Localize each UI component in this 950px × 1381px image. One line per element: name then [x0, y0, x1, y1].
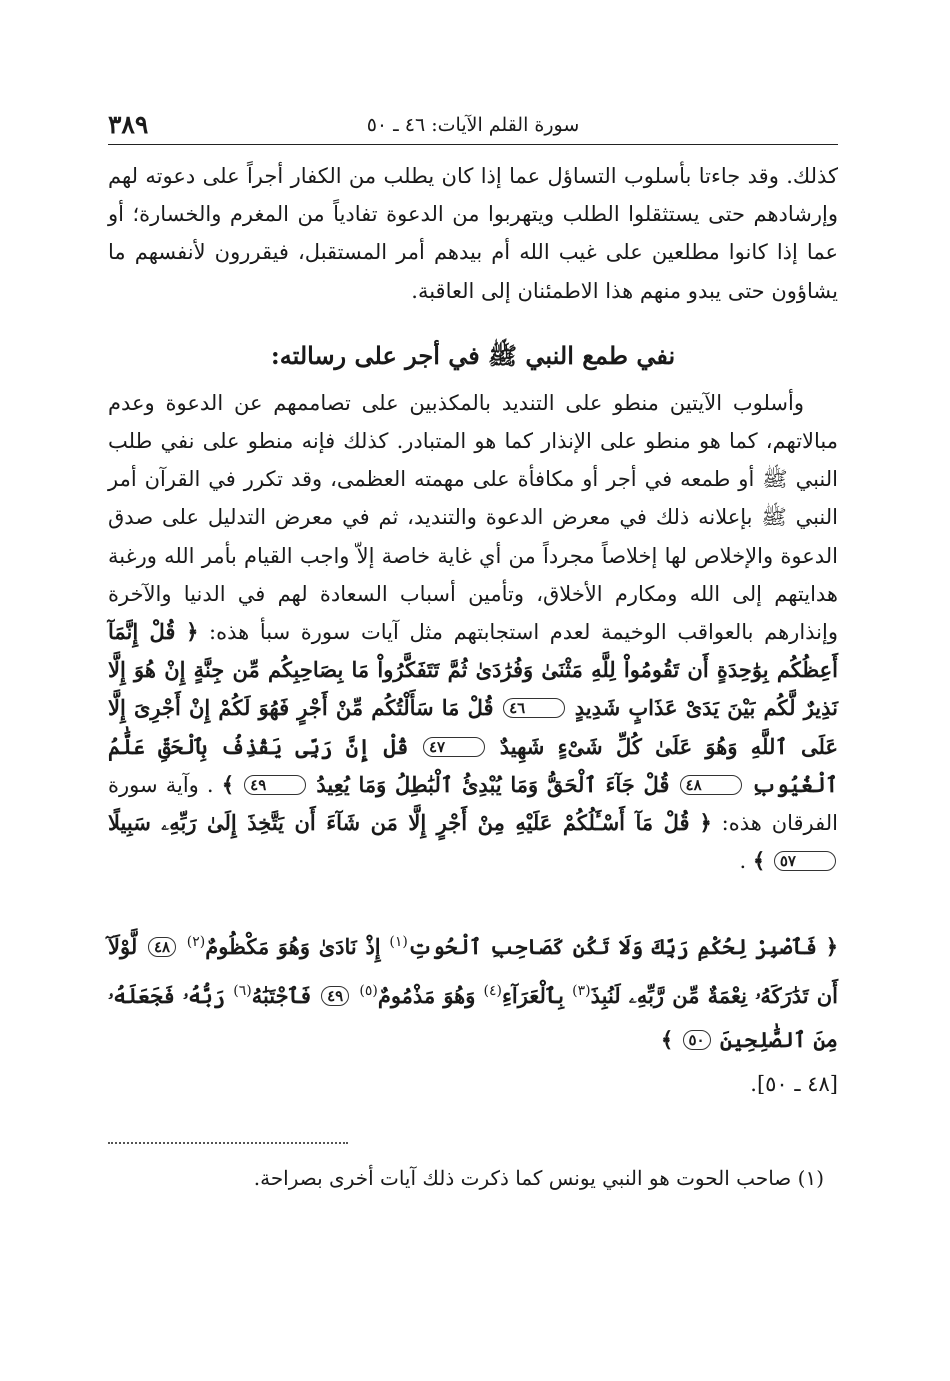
qalam-49b: بِٱلْعَرَآءِ — [502, 983, 564, 1009]
quran-open-bracket: ﴿ — [186, 619, 199, 645]
qalam-48a: فَٱصْبِرْ لِحُكْمِ رَبِّكَ وَلَا تَكُن كَصَاحِبِ ٱلْحُوتِ — [407, 934, 817, 960]
footnote-marker-2[interactable]: (٢) — [186, 934, 206, 951]
verse-number-q50: ٥٠ — [683, 1030, 711, 1050]
page-header — [108, 110, 838, 145]
page — [108, 110, 838, 1194]
footnote-divider — [108, 1142, 348, 1144]
qalam-49a: لَّوْلَآ أَن تَدَٰرَكَهُۥ نِعْمَةٌ مِّن رَّبِّهِۦ لَنُبِذَ — [108, 934, 838, 1009]
quran-qalam-quote — [108, 920, 838, 1062]
verse-reference: [٤٨ ـ ٥٠]. — [750, 1072, 838, 1097]
section-heading: نفي طمع النبي ﷺ في أجر على رسالته: — [270, 340, 676, 370]
qalam-50b: رَبُّهُۥ فَجَعَلَهُۥ مِنَ ٱلصَّٰلِحِينَ — [108, 983, 838, 1053]
quran-saba-46: قُلْ إِنَّمَآ أَعِظُكُم بِوَٰحِدَةٍ أَن تَقُومُواْ لِلَّهِ مَثْنَىٰ وَفُرَٰدَىٰ ثُمَّ تَتَفَكَّرُواْ مَا بِصَاحِبِكُم مِّن جِنَّةٍ إِنْ هُوَ إِلَّا نَذِيرٌ لَّكُم بَيْنَ يَدَىْ عَذَابٍ شَدِيدٍ — [108, 619, 838, 721]
quran-quote-block — [108, 920, 838, 1106]
paragraph-body — [108, 384, 838, 881]
footnote-marker-5[interactable]: (٥) — [359, 983, 378, 1000]
qalam-50a: فَٱجْتَبَٰهُ — [251, 983, 311, 1009]
quran-open-bracket-2: ﴿ — [699, 810, 712, 836]
body-text-end: . — [739, 849, 747, 874]
page-number: ٣٨٩ — [108, 110, 149, 139]
footnote-marker-6[interactable]: (٦) — [233, 983, 252, 1000]
footnote-1: (١) صاحب الحوت هو النبي يونس كما ذكرت ذلك آيات أخرى بصراحة. — [253, 1166, 824, 1191]
quran-close-bracket-2: ﴾ — [752, 848, 766, 874]
running-title: سورة القلم الآيات: ٤٦ ـ ٥٠ — [366, 114, 580, 136]
quran-furqan-57: قُلْ مَآ أَسْـَٔلُكُمْ عَلَيْهِ مِنْ أَجْرٍ إِلَّا مَن شَآءَ أَن يَتَّخِذَ إِلَىٰ رَبِّهِۦ سَبِيلًا — [108, 810, 690, 836]
quote-close-bracket: ﴾ — [660, 1027, 674, 1053]
footnote-marker-1[interactable]: (١) — [389, 934, 408, 951]
verse-number-48: ٤٨ — [680, 775, 742, 795]
paragraph-intro: كذلك. وقد جاءتا بأسلوب التساؤل عما إذا كان يطلب من الكفار أجراً على دعوته لهم وإرشادهم حتى يستثقلوا الطلب ويتهربوا من الدعوة تفادياً من المغرم والخسارة؛ أو عما إذا كانوا مطلعين على غيب الله أم بيدهم أمر المستقبل، فيقررون لأنفسهم ما يشاؤون حتى يبدو منهم هذا الاطمئنان إلى العاقبة. — [108, 164, 838, 303]
footnote-marker-4[interactable]: (٤) — [483, 983, 503, 1000]
verse-number-57: ٥٧ — [774, 851, 836, 871]
quran-saba-48: قُلْ إِنَّ رَبِّى يَقْذِفُ بِٱلْحَقِّ عَلَّٰمُ ٱلْغُيُوبِ — [108, 733, 838, 797]
quran-saba-49: قُلْ جَآءَ ٱلْحَقُّ وَمَا يُبْدِئُ ٱلْبَٰطِلُ وَمَا يُعِيدُ — [316, 771, 670, 797]
verse-number-q49: ٤٩ — [321, 986, 349, 1006]
quran-close-bracket: ﴾ — [221, 771, 235, 797]
verse-number-47: ٤٧ — [423, 737, 485, 757]
quote-open-bracket: ﴿ — [825, 934, 839, 960]
body-text-furqan: . وآية سورة الفرقان هذه: — [108, 772, 838, 836]
verse-number-49: ٤٩ — [244, 775, 306, 795]
body-text: وأسلوب الآيتين منطو على التنديد بالمكذبين على تصاممهم عن الدعوة وعدم مبالاتهم، كما هو منطو على الإنذار كما هو المتبادر. كذلك فإنه منطو على نفي طلب النبي ﷺ أو طمعه في أجر أو مكافأة على مهمته العظمى، وقد تكرر في القرآن أمر النبي ﷺ بإعلانه ذلك في معرض الدعوة والتنديد، ثم في معرض التدليل على صدق الدعوة والإخلاص لها إخلاصاً مجرداً من أي غاية خاصة إلاّ واجب القيام بأمر الله ورغبة هدايتهم إلى الله ومكارم الأخلاق، وتأمين أسباب السعادة لهم في الدنيا والآخرة وإنذارهم بالعواقب الوخيمة لعدم استجابتهم مثل آيات سورة سبأ هذه: — [108, 390, 839, 645]
footnote-marker-3[interactable]: (٣) — [572, 983, 591, 1000]
qalam-48b: إِذْ نَادَىٰ وَهُوَ مَكْظُومٌ — [205, 934, 381, 960]
qalam-49c: وَهُوَ مَذْمُومٌ — [377, 983, 476, 1009]
quran-saba-47: قُلْ مَا سَأَلْتُكُم مِّنْ أَجْرٍ فَهُوَ لَكُمْ إِنْ أَجْرِىَ إِلَّا عَلَى ٱللَّهِ وَهُوَ عَلَىٰ كُلِّ شَىْءٍ شَهِيدٌ — [108, 695, 838, 759]
verse-number-q48: ٤٨ — [148, 937, 176, 957]
verse-number-46: ٤٦ — [503, 698, 565, 718]
